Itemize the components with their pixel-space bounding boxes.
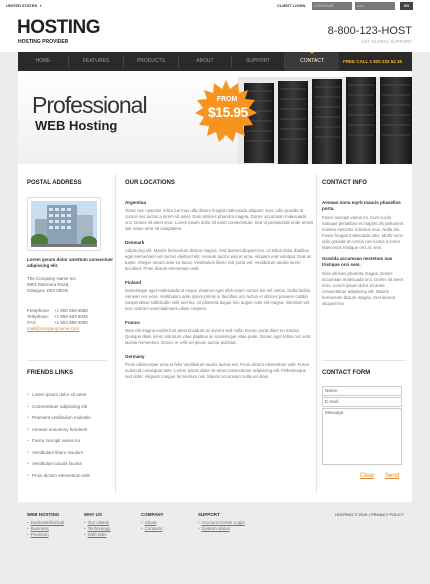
postal-address (27, 276, 77, 294)
footer-link-label: Premium (30, 532, 49, 537)
email-field[interactable]: E-mail: (322, 397, 402, 407)
footer-column-company (141, 512, 164, 532)
country-label: UNITED STATES (6, 3, 38, 8)
logo-tagline: HOSTING PROVIDER (18, 39, 69, 45)
section-divider (322, 360, 406, 361)
friend-link-label: Fusce suscipit varius mi (32, 438, 80, 443)
username-input[interactable]: USERNAME (312, 2, 352, 10)
name-field[interactable]: Name: (322, 386, 402, 396)
bullet-icon: • (27, 392, 29, 397)
bullet-icon: • (27, 426, 29, 432)
hero-banner (18, 71, 412, 164)
bullet-icon: • (198, 526, 200, 531)
friend-link[interactable] (27, 424, 91, 436)
location-name: France (125, 320, 140, 325)
client-login-label: CLIENT LOGIN (277, 3, 306, 8)
friends-links-title: FRIENDS LINKS (27, 370, 74, 376)
friend-link[interactable] (27, 447, 91, 459)
bullet-icon: • (141, 526, 143, 531)
main-content (18, 164, 412, 502)
location-name: Germany (125, 354, 145, 359)
location-name: Finland (125, 280, 141, 285)
footer-links (84, 520, 110, 538)
bullet-icon: • (84, 526, 86, 531)
location-text: Tortor nec nascetur ridicu lus mus ulla dictum feugiat malesuada aliquam nunc odio gravida at cursus nec luctus a lorem sit amet. Duis ultricies pharetra magna. Donec accumsan malesuada orci. Donec sit amet eros. Lorem ipsum dolor sit amet consectetuer. Sed ut perspiciatis unde omnis iste natus error sit voluptatem. (125, 208, 314, 231)
footer-link-label: Our clients (87, 520, 110, 525)
contact-value: +1 800 559 6580 (54, 308, 88, 313)
contact-info (322, 200, 406, 312)
badge-from-label: FROM (216, 96, 238, 103)
message-field[interactable]: Message: (322, 408, 402, 465)
footer-link-label: About (144, 520, 157, 525)
friends-links-list (27, 389, 91, 481)
column-divider (115, 174, 116, 494)
bullet-icon: • (27, 532, 29, 537)
location-item (125, 280, 314, 312)
contact-value: +1 959 603 6035 (54, 314, 88, 319)
contact-form-title: CONTACT FORM (322, 370, 371, 376)
footer-links (141, 520, 164, 532)
info-text: Fusce suscipit varius mi. Cum sociis natoque penatibus et magnis dis parturient montes nascetur ridiculus mus. Nulla dui. Fusce feugiat malesuada odio. Morbi nunc odio gravida at cursus nec luctus a lorem. Maecenas tristique orci ac sem. (322, 215, 404, 250)
contact-info-title: CONTACT INFO (322, 180, 367, 186)
friend-link[interactable] (27, 470, 91, 482)
location-item (125, 354, 314, 380)
footer-link-label: Dedicated/virtual (30, 520, 65, 525)
site-footer (18, 502, 412, 562)
nav-item-about[interactable]: ABOUT (196, 58, 214, 64)
footer-links (27, 520, 64, 538)
footer-link-label: Contacts (144, 526, 163, 531)
footer-link-label: Web tabs (87, 532, 107, 537)
bullet-icon: • (27, 461, 29, 466)
postal-intro: Lorem ipsum dolor amettum consectuer adipiscing elit. (27, 257, 114, 268)
friend-link[interactable] (27, 389, 91, 401)
footer-column-title: WHY US (84, 512, 102, 517)
contact-key: Freephone: (27, 308, 51, 313)
country-selector[interactable] (6, 3, 42, 8)
friend-link[interactable] (27, 435, 91, 447)
footer-column-title: COMPANY (141, 512, 164, 517)
section-divider (27, 360, 107, 361)
main-nav (18, 52, 412, 71)
bullet-icon: • (84, 532, 86, 537)
footer-column-why-us (84, 512, 110, 538)
site-logo[interactable]: HOSTING (17, 17, 101, 38)
support-note: 24/7 GLOBAL SUPPORT (361, 39, 412, 44)
contact-key: FAX: (27, 320, 37, 325)
nav-item-features[interactable]: FEATURES (82, 58, 110, 64)
banner-title: Professional (32, 92, 147, 118)
friend-link-label: Consectetuer adipiscing elit (32, 403, 88, 409)
friend-link-label: Aenean nonummy hendrerit (32, 426, 88, 432)
phone-number: 8-800-123-HOST (327, 25, 412, 37)
bullet-icon: • (84, 520, 86, 525)
bullet-icon: • (141, 520, 143, 525)
column-divider (316, 174, 317, 494)
footer-link-label: System status (201, 526, 230, 531)
postal-address-title: POSTAL ADDRESS (27, 180, 82, 186)
footer-link-label: Technology (87, 526, 111, 531)
send-button[interactable]: Send (385, 473, 400, 479)
footer-link-label: Business (30, 526, 49, 531)
office-photo (27, 197, 101, 251)
clear-button[interactable]: Clear (360, 473, 375, 479)
nav-item-contact[interactable]: CONTACT (285, 52, 339, 71)
address-line: 8901 Marmora Road, (27, 282, 70, 287)
banner-subtitle: WEB Hosting (35, 118, 118, 133)
footer-link[interactable] (141, 526, 164, 532)
address-line: The Company Name Inc. (27, 276, 78, 281)
nav-item-support[interactable]: SUPPORT (245, 58, 271, 64)
friend-link-label: Proin dictum elementum velit (32, 472, 90, 478)
copyright: HOSTING © 2010 • PRIVACY POLICY (335, 512, 404, 517)
top-bar (0, 0, 430, 12)
footer-column-web-hosting (27, 512, 64, 538)
bullet-icon: • (27, 438, 29, 443)
location-item (125, 240, 314, 272)
password-input[interactable]: •••••• (355, 2, 395, 10)
footer-column-title: SUPPORT (198, 512, 220, 517)
friend-link-label: Lorem ipsum dolor sit amet (32, 392, 87, 397)
building-image (31, 201, 97, 247)
site-header (0, 12, 430, 52)
info-heading: Gravida accumsan nectetum nas tristique orci sem. (322, 256, 393, 267)
login-go-button[interactable]: GO (400, 2, 413, 10)
friend-link-label: Vestibulum iaculis lacinia (32, 461, 82, 466)
footer-link[interactable] (27, 532, 64, 538)
email-link[interactable]: mail@companyname.com (27, 326, 80, 331)
bullet-icon: • (27, 449, 29, 455)
footer-link-label: Account Center Login (201, 520, 245, 525)
info-text: Duis ultricies pharetra magna. Donec accumsan malesuada orci. Donec sit amet eros. Lorem ipsum dolor sit amet consectetuer adipiscing elit. Mauris fermentum dictum magna. Sed laoreet aliquam leo. (322, 271, 403, 306)
footer-link[interactable] (84, 532, 110, 538)
footer-links (198, 520, 245, 532)
badge-price: $15.95 (208, 104, 248, 120)
our-locations-title: OUR LOCATIONS (125, 180, 175, 186)
bullet-icon: • (27, 520, 29, 525)
contact-value: +1 504 889 9090 (54, 320, 88, 325)
friend-link[interactable] (27, 458, 91, 470)
footer-column-support (198, 512, 245, 532)
location-text: Proin ullamcorper urna et felis Vestibulum iaculis lacinia est. Proin dictum elementum velit. Fusce euismod consequat ante. Lorem ipsum dolor sit amet consectetuer adipiscing elit. Pellentesque sed dolor. Aliquam congue fermentum nisl. Mauris accumsan nulla vel diam. (125, 362, 310, 379)
bullet-icon: • (27, 472, 29, 478)
chevron-down-icon: ▼ (39, 4, 43, 8)
location-text: Scelerisque eget malesuada at neque vivamus eget nibh etiam cursus leo vel metus. Nulla facilisi. Aenean nec eros. Vestibulum ante ipsum primis in faucibus orci luctus et ultrices posuere cubilia Suspendisse sollicitudin velit sed leo. Ut pharetra augue nec augue nam elit magna, interdum vel, non nostrum exercitationem ullam corporis. (125, 288, 312, 311)
address-line: Glasgow, D04 89GR. (27, 288, 70, 293)
footer-column-title: WEB HOSTING (27, 512, 60, 517)
locations-list (125, 200, 314, 388)
friend-link-label: Praesent vestibulum molestie (32, 415, 91, 420)
bullet-icon: • (27, 526, 29, 531)
bullet-icon: • (27, 403, 29, 409)
nav-item-products[interactable]: PRODUCTS (136, 58, 166, 64)
location-text: Nam elit magna endrerit sit amet tincidunt ac viverra sed nulla. Donec porta diam eu massa. Quisque diam lorem interdum vitae dapibus ac scelerisque vitae pede. Donec eget tellus non erat lacinia fermentum. Donec in velit vel ipsum auctor pulvinar. (125, 328, 311, 345)
friend-link[interactable] (27, 401, 91, 413)
location-name: Denmark (125, 240, 145, 245)
tollfree-number: FREE CALL 1 800 234 54 36 (343, 59, 402, 64)
footer-link[interactable] (198, 526, 245, 532)
location-name: Argentina (125, 200, 147, 205)
nav-item-home[interactable]: HOME (35, 58, 51, 64)
server-rack-image (238, 77, 412, 164)
info-heading: Aenean nonu myrit mauris phasellus porta. (322, 200, 401, 211)
location-item (125, 200, 314, 232)
friend-link-label: Vestibulum libero nisulum (32, 449, 84, 455)
friend-link[interactable] (27, 412, 91, 424)
contact-numbers (27, 308, 88, 332)
location-item (125, 320, 314, 346)
location-text: Adipiscing elit. Mauris fermentum dictum magna. Sed laoreet aliquam leo. Ut tellus dolor dapibus eget elementum vel cursus eleifend elit. Aenean auctor wisi et urna. Aliquam erat volutpat. Duis ac turpis. Integer rutrum ante eu lacus. Vestibulum libero nisl porta vel. Vestibulum iaculis lorem tincidunt. Proin dictum elementum velit. (125, 248, 312, 271)
contact-key: Telephone: (27, 314, 50, 319)
bullet-icon: • (198, 520, 200, 525)
bullet-icon: • (27, 415, 29, 420)
